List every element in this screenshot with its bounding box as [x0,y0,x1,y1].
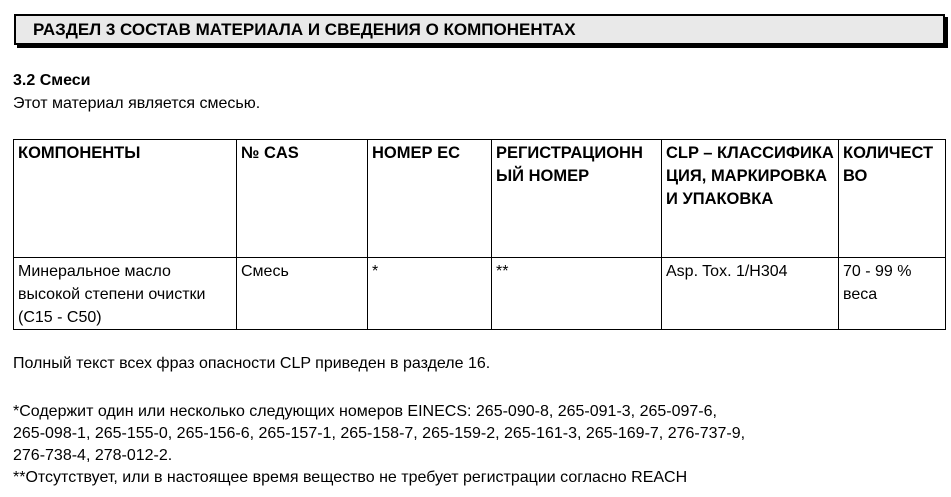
header-ec: НОМЕР ЕС [368,140,492,258]
cell-clp: Asp. Tox. 1/H304 [662,258,839,330]
cell-component: Минеральное масло высокой степени очистки (C15 - C50) [14,258,237,330]
header-registration: РЕГИСТРАЦИОННЫЙ НОМЕР [492,140,662,258]
table-header-row [14,140,946,258]
components-table [13,139,946,330]
cell-registration: ** [492,258,662,330]
header-cas: № CAS [237,140,368,258]
header-components: КОМПОНЕНТЫ [14,140,237,258]
subsection-intro: Этот материал является смесью. [13,95,261,112]
header-quantity: КОЛИЧЕСТВО [839,140,946,258]
table-row [14,258,946,330]
cell-cas: Смесь [237,258,368,330]
einecs-note-line-1: *Содержит один или несколько следующих номеров EINECS: 265-090-8, 265-091-3, 265-097-6, [13,403,717,420]
reach-note: **Отсутствует, или в настоящее время вещество не требует регистрации согласно REACH [13,469,688,486]
subsection-title: 3.2 Смеси [13,72,91,89]
einecs-note-line-2: 265-098-1, 265-155-0, 265-156-6, 265-157-1, 265-158-7, 265-159-2, 265-161-3, 265-169-7, 276-737-9, [13,425,746,442]
header-clp: CLP – КЛАССИФИКАЦИЯ, МАРКИРОВКА И УПАКОВКА [662,140,839,258]
cell-ec: * [368,258,492,330]
einecs-note-line-3: 276-738-4, 278-012-2. [13,447,173,464]
section-header: РАЗДЕЛ 3 СОСТАВ МАТЕРИАЛА И СВЕДЕНИЯ О КОМПОНЕНТАХ [14,14,945,45]
cell-quantity: 70 - 99 % веса [839,258,946,330]
clp-note: Полный текст всех фраз опасности CLP приведен в разделе 16. [13,355,491,372]
